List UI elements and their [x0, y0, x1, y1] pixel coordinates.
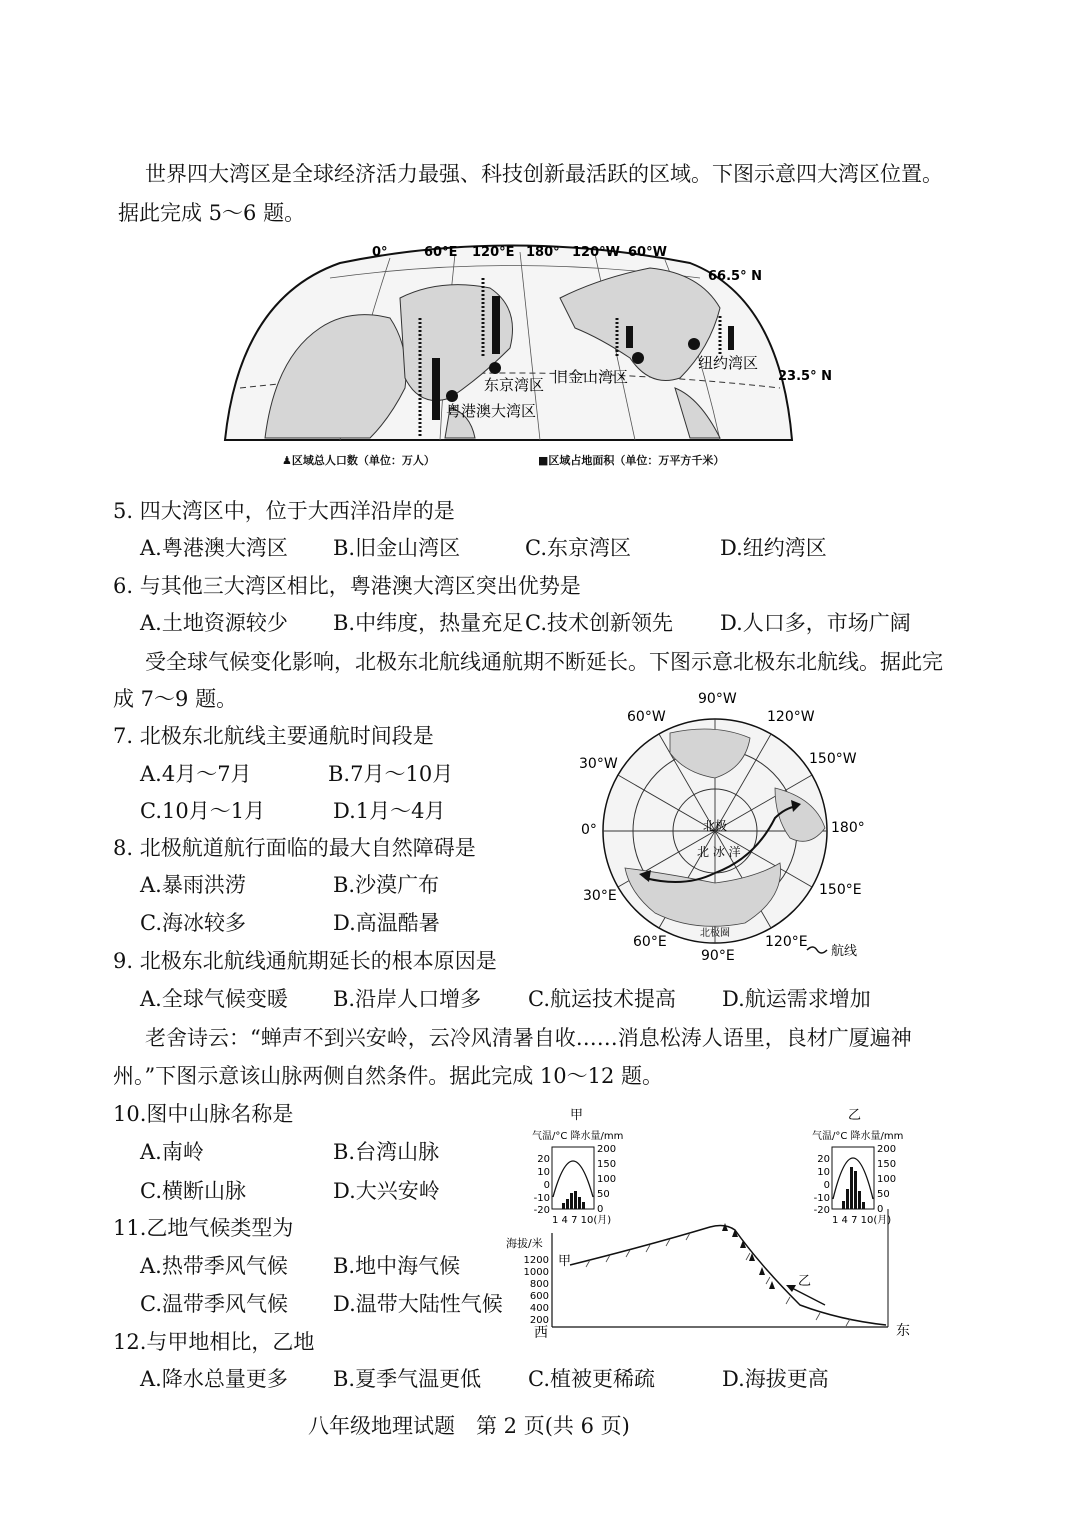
jia-precip-tick: 100 — [597, 1174, 617, 1185]
q5-stem: 5. 四大湾区中，位于大西洋沿岸的是 — [113, 499, 455, 523]
jia-precip-tick: 150 — [597, 1159, 617, 1170]
q10-option-b[interactable]: B.台湾山脉 — [333, 1140, 440, 1164]
polar-label: 30°E — [583, 888, 617, 904]
q6-option-a[interactable]: A.土地资源较少 — [140, 611, 288, 635]
q8-option-d[interactable]: D.高温酷暑 — [333, 911, 440, 935]
q7-option-d[interactable]: D.1月～4月 — [333, 799, 446, 823]
north-pole-label: 北极 — [703, 819, 728, 833]
yi-precip-tick: 50 — [877, 1189, 890, 1200]
q9-option-d[interactable]: D.航运需求增加 — [722, 987, 871, 1011]
yi-temp-tick: 20 — [817, 1154, 830, 1165]
lon-label: 120°E — [472, 245, 515, 260]
lon-label: 120°W — [572, 245, 620, 260]
q10-stem: 10.图中山脉名称是 — [113, 1102, 294, 1126]
q5-option-b[interactable]: B.旧金山湾区 — [333, 536, 461, 560]
west-label: 西 — [534, 1325, 548, 1341]
route-legend — [807, 943, 857, 959]
q10-option-d[interactable]: D.大兴安岭 — [333, 1179, 440, 1203]
q9-option-c[interactable]: C.航运技术提高 — [528, 987, 676, 1011]
q5-option-d[interactable]: D.纽约湾区 — [720, 536, 827, 560]
polar-label: 120°E — [765, 934, 808, 950]
intro3-line1: 老舍诗云：“蝉声不到兴安岭，云冷风清暑自收……消息松涛人语里，良材广厦遍神 — [145, 1026, 912, 1050]
q5-option-a[interactable]: A.粤港澳大湾区 — [140, 536, 288, 560]
jia-precip-tick: 0 — [597, 1204, 604, 1215]
polar-label: 180° — [831, 820, 865, 836]
intro2-line1: 受全球气候变化影响，北极东北航线通航期不断延长。下图示意北极东北航线。据此完 — [145, 650, 943, 674]
intro2-line2: 成 7～9 题。 — [113, 687, 238, 711]
jia-axis-header: 气温/°C 降水量/mm — [532, 1131, 624, 1142]
q6-stem: 6. 与其他三大湾区相比，粤港澳大湾区突出优势是 — [113, 574, 581, 598]
yi-temp-tick: 10 — [817, 1167, 830, 1178]
east-label: 东 — [896, 1323, 910, 1339]
q7-option-a[interactable]: A.4月～7月 — [140, 762, 252, 786]
elev-tick: 800 — [529, 1279, 549, 1290]
svg-text:航线: 航线 — [831, 944, 858, 959]
elev-tick: 200 — [529, 1315, 549, 1326]
q12-option-d[interactable]: D.海拔更高 — [722, 1367, 829, 1391]
lon-label: 0° — [372, 245, 388, 260]
yi-months: 1 4 7 10(月) — [832, 1215, 892, 1226]
polar-label: 90°E — [701, 948, 735, 964]
yi-precip-tick: 150 — [877, 1159, 897, 1170]
yi-temp-tick: 0 — [823, 1180, 830, 1191]
elev-tick: 400 — [529, 1303, 549, 1314]
arctic-circle-label: 北极圈 — [700, 928, 730, 939]
yi-precip-tick: 100 — [877, 1174, 897, 1185]
polar-label: 150°W — [809, 751, 857, 767]
q7-option-c[interactable]: C.10月～1月 — [140, 799, 266, 823]
polar-label: 30°W — [579, 756, 618, 772]
intro1-line1: 世界四大湾区是全球经济活力最强、科技创新最活跃的区域。下图示意四大湾区位置。 — [145, 162, 943, 186]
jia-point-label: 甲 — [558, 1254, 572, 1269]
polar-label: 120°W — [767, 709, 815, 725]
q6-option-d[interactable]: D.人口多，市场广阔 — [720, 611, 911, 635]
jia-chart-title: 甲 — [570, 1108, 584, 1123]
q8-option-a[interactable]: A.暴雨洪涝 — [140, 873, 246, 897]
q10-option-c[interactable]: C.横断山脉 — [140, 1179, 246, 1203]
yi-axis-header: 气温/°C 降水量/mm — [812, 1131, 904, 1142]
page-footer: 八年级地理试题 第 2 页(共 6 页) — [308, 1414, 630, 1438]
lon-label: 60°E — [424, 245, 458, 260]
elevation-label: 海拔/米 — [506, 1237, 543, 1250]
polar-label: 150°E — [819, 882, 862, 898]
q6-option-c[interactable]: C.技术创新领先 — [525, 611, 673, 635]
q7-option-b[interactable]: B.7月～10月 — [328, 762, 454, 786]
jia-temp-tick: -20 — [533, 1205, 550, 1216]
polar-label: 60°E — [633, 934, 667, 950]
lon-label: 180° — [526, 245, 560, 260]
polar-label: 0° — [581, 822, 597, 838]
q12-option-a[interactable]: A.降水总量更多 — [140, 1367, 288, 1391]
elev-tick: 1200 — [523, 1255, 549, 1266]
q6-option-b[interactable]: B.中纬度，热量充足 — [333, 611, 524, 635]
elev-tick: 600 — [529, 1291, 549, 1302]
jia-precip-tick: 50 — [597, 1189, 610, 1200]
q10-option-a[interactable]: A.南岭 — [140, 1140, 204, 1164]
yi-chart-title: 乙 — [848, 1108, 862, 1123]
q12-option-b[interactable]: B.夏季气温更低 — [333, 1367, 482, 1391]
polar-label: 90°W — [698, 691, 737, 707]
arctic-route-map — [575, 688, 875, 978]
yi-temp-tick: -20 — [813, 1205, 830, 1216]
intro1-line2: 据此完成 5～6 题。 — [118, 201, 306, 225]
q9-option-b[interactable]: B.沿岸人口增多 — [333, 987, 482, 1011]
mountain-profile-figure — [500, 1105, 920, 1340]
bay-areas-map — [220, 238, 832, 478]
legend-area: ■区域占地面积（单位：万平方千米） — [538, 454, 725, 467]
q8-stem: 8. 北极航道航行面临的最大自然障碍是 — [113, 836, 476, 860]
square-icon: ■ — [538, 454, 549, 467]
person-icon: ♟ — [282, 454, 292, 467]
yi-temp-tick: -10 — [813, 1193, 830, 1204]
ocean-label: 北 冰 洋 — [697, 845, 741, 859]
q5-option-c[interactable]: C.东京湾区 — [525, 536, 631, 560]
jia-temp-tick: 20 — [537, 1154, 550, 1165]
polar-label: 60°W — [627, 709, 666, 725]
yi-precip-tick: 0 — [877, 1204, 884, 1215]
lon-label: 60°W — [628, 245, 667, 260]
q8-option-b[interactable]: B.沙漠广布 — [333, 873, 440, 897]
q11-option-a[interactable]: A.热带季风气候 — [140, 1254, 288, 1278]
q12-stem: 12.与甲地相比，乙地 — [113, 1330, 315, 1354]
region-label: 旧金山湾区 — [553, 368, 629, 386]
q12-option-c[interactable]: C.植被更稀疏 — [528, 1367, 655, 1391]
q9-stem: 9. 北极东北航线通航期延长的根本原因是 — [113, 949, 497, 973]
q8-option-c[interactable]: C.海冰较多 — [140, 911, 246, 935]
legend-population: ♟区域总人口数（单位：万人） — [282, 454, 435, 467]
region-label: 粤港澳大湾区 — [446, 402, 537, 420]
yi-point-label: 乙 — [798, 1274, 812, 1289]
q11-option-d[interactable]: D.温带大陆性气候 — [333, 1292, 503, 1316]
jia-temp-tick: 10 — [537, 1167, 550, 1178]
yi-precip-tick: 200 — [877, 1144, 897, 1155]
jia-months: 1 4 7 10(月) — [552, 1215, 612, 1226]
lat-label: 23.5° N — [778, 369, 832, 384]
intro3-line2: 州。”下图示意该山脉两侧自然条件。据此完成 10～12 题。 — [113, 1064, 664, 1088]
elev-tick: 1000 — [523, 1267, 549, 1278]
region-label: 纽约湾区 — [698, 354, 759, 372]
jia-temp-tick: 0 — [543, 1180, 550, 1191]
q11-stem: 11.乙地气候类型为 — [113, 1216, 294, 1240]
jia-precip-tick: 200 — [597, 1144, 617, 1155]
region-label: 东京湾区 — [484, 376, 545, 394]
q11-option-c[interactable]: C.温带季风气候 — [140, 1292, 288, 1316]
jia-temp-tick: -10 — [533, 1193, 550, 1204]
q11-option-b[interactable]: B.地中海气候 — [333, 1254, 461, 1278]
q9-option-a[interactable]: A.全球气候变暖 — [140, 987, 288, 1011]
lat-label: 66.5° N — [708, 269, 762, 284]
q7-stem: 7. 北极东北航线主要通航时间段是 — [113, 724, 434, 748]
